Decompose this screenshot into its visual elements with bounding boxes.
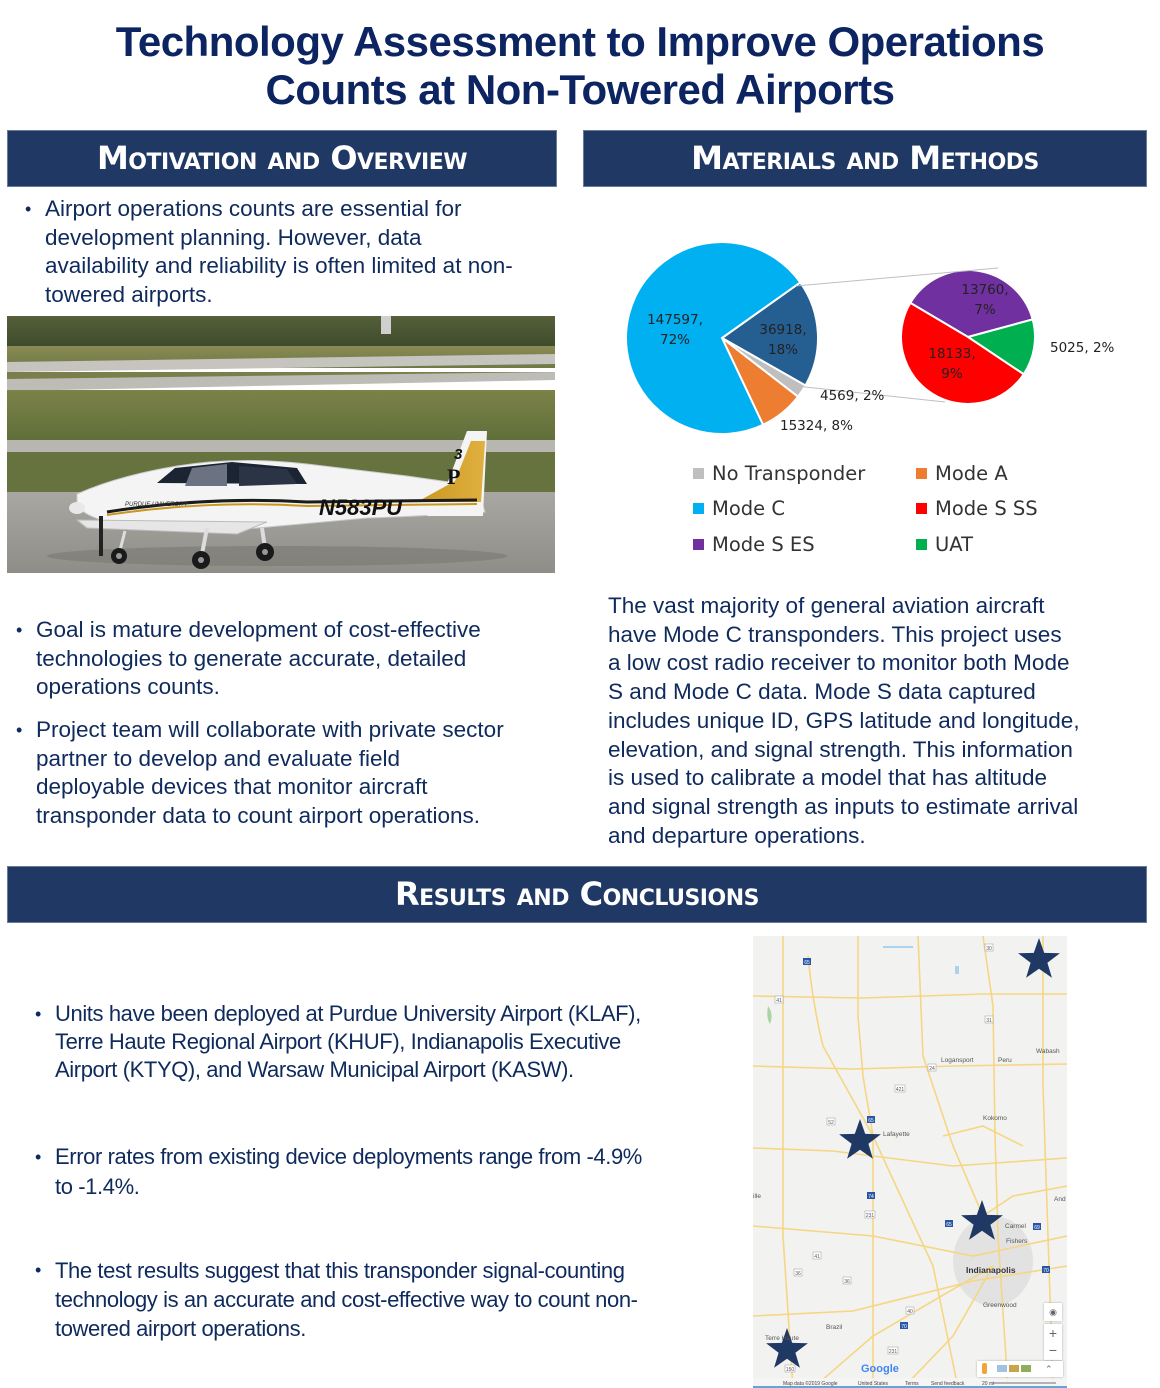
motivation-bullet-2 xyxy=(16,616,566,702)
map-type-thumb[interactable] xyxy=(997,1365,1007,1372)
label-uat: 5025, 2% xyxy=(1050,340,1115,356)
place-label: Fishers xyxy=(1006,1238,1028,1245)
svg-text:36: 36 xyxy=(795,1271,801,1277)
map-type-bar xyxy=(977,1361,1063,1377)
legend-label: Mode S ES xyxy=(712,533,815,556)
my-location-button[interactable]: ◉ xyxy=(1044,1303,1062,1321)
place-label: Terre Haute xyxy=(765,1335,799,1342)
label-mode-a: 15324, 8% xyxy=(780,418,853,434)
route-shield xyxy=(785,1365,795,1373)
text-line: Project team will collaborate with private sector xyxy=(36,717,504,742)
place-label: ille xyxy=(753,1193,761,1200)
text-line: The vast majority of general aviation aircraft xyxy=(608,593,1045,618)
tail-number: N583PU xyxy=(319,495,403,520)
text-line: S and Mode C data. Mode S data captured xyxy=(608,679,1036,705)
place-label: Greenwood xyxy=(983,1302,1017,1309)
text-line: Goal is mature development of cost-effective xyxy=(36,617,481,642)
legend-item-no-transponder xyxy=(693,462,865,485)
svg-text:70: 70 xyxy=(1043,1268,1049,1274)
place-label: And xyxy=(1054,1196,1066,1203)
legend-swatch xyxy=(916,468,927,479)
svg-text:65: 65 xyxy=(868,1118,874,1124)
street-view-pegman-icon[interactable] xyxy=(982,1363,987,1374)
svg-text:421: 421 xyxy=(895,1087,905,1093)
route-shield xyxy=(867,1116,875,1124)
bullet-icon: • xyxy=(35,1147,41,1167)
bullet-icon: • xyxy=(16,620,23,640)
text-line: The test results suggest that this transponder signal-counting xyxy=(55,1258,625,1283)
section-header-methods: Materials and Methods xyxy=(583,130,1147,187)
map-terms-link[interactable]: Terms xyxy=(905,1381,919,1387)
text-line: have Mode C transponders. This project uses xyxy=(608,621,1062,647)
text-line: transponder data to count airport operations. xyxy=(36,802,481,828)
place-label: Peru xyxy=(998,1057,1012,1064)
satellite-type-thumb[interactable] xyxy=(1021,1365,1031,1372)
svg-text:65: 65 xyxy=(946,1222,952,1228)
text-line: is used to calibrate a model that has altitude xyxy=(608,765,1048,791)
legend-label: Mode S SS xyxy=(935,497,1038,520)
route-shield xyxy=(985,1016,993,1024)
route-shield xyxy=(900,1322,908,1330)
legend-swatch xyxy=(916,503,927,514)
svg-text:40: 40 xyxy=(907,1309,913,1315)
text-line: partner to develop and evaluate field xyxy=(36,745,401,771)
terrain-type-thumb[interactable] xyxy=(1009,1365,1019,1372)
title-line-2: Counts at Non-Towered Airports xyxy=(265,66,895,113)
text-line: availability and reliability is often limited at non- xyxy=(45,253,513,278)
text-line: and signal strength as inputs to estimate arrival xyxy=(608,793,1079,819)
route-shield xyxy=(906,1307,914,1315)
place-label: Logansport xyxy=(941,1057,974,1064)
svg-text:65: 65 xyxy=(804,960,810,966)
legend-label: No Transponder xyxy=(712,462,866,485)
legend-label: Mode A xyxy=(935,462,1008,485)
place-label: Kokomo xyxy=(983,1115,1007,1122)
text-line: towered airport operations. xyxy=(55,1316,306,1341)
map-attribution: Map data ©2019 Google xyxy=(783,1381,838,1387)
section-header-results: Results and Conclusions xyxy=(7,866,1147,923)
text-line: towered airports. xyxy=(45,281,213,307)
legend-swatch xyxy=(693,503,704,514)
route-shield xyxy=(827,1118,835,1126)
text-line: to -1.4%. xyxy=(55,1174,140,1199)
zoom-out-button[interactable]: − xyxy=(1048,1342,1058,1358)
map-feedback-link[interactable]: Send feedback xyxy=(931,1381,965,1387)
route-shield xyxy=(895,1085,905,1093)
text-line: includes unique ID, GPS latitude and longitude, xyxy=(608,707,1080,733)
airport-map[interactable] xyxy=(753,936,1067,1388)
svg-text:70: 70 xyxy=(901,1324,907,1330)
legend-label: UAT xyxy=(935,533,974,556)
place-label: Indianapolis xyxy=(966,1265,1016,1275)
svg-text:52: 52 xyxy=(828,1120,834,1126)
svg-text:31: 31 xyxy=(986,1018,992,1024)
text-line: technology is an accurate and cost-effective way to count non- xyxy=(55,1287,638,1312)
svg-text:231: 231 xyxy=(865,1213,875,1219)
route-shield xyxy=(888,1347,898,1355)
bullet-icon: • xyxy=(16,720,23,740)
text-line: Error rates from existing device deployments range from -4.9% xyxy=(55,1144,642,1169)
purdue-p-logo: P xyxy=(447,464,461,489)
route-shield xyxy=(945,1220,953,1228)
zoom-controls xyxy=(1044,1324,1062,1360)
legend-swatch xyxy=(693,468,704,479)
route-shield xyxy=(1042,1266,1050,1274)
route-shield xyxy=(867,1192,875,1200)
svg-text:69: 69 xyxy=(1034,1225,1040,1231)
aircraft-photo xyxy=(7,316,555,573)
main-pie xyxy=(626,242,818,434)
text-line: Units have been deployed at Purdue University Airport (KLAF), xyxy=(55,1001,641,1026)
place-label: Wabash xyxy=(1036,1048,1060,1055)
text-line: technologies to generate accurate, detailed xyxy=(36,645,467,671)
text-line: Terre Haute Regional Airport (KHUF), Indianapolis Executive xyxy=(55,1029,621,1054)
legend-label: Mode C xyxy=(712,497,785,520)
route-shield xyxy=(794,1269,802,1277)
text-line: Airport operations counts are essential for xyxy=(45,196,462,221)
route-shield xyxy=(985,944,993,952)
label-no-transponder: 4569, 2% xyxy=(820,388,885,404)
legend-item-mode-s-ss xyxy=(916,497,1038,520)
legend-item-mode-c xyxy=(693,497,785,520)
label-mode-s-ss: 18133, 9% xyxy=(928,346,976,382)
results-bullet-3 xyxy=(35,1256,745,1343)
zoom-in-button[interactable]: + xyxy=(1048,1325,1058,1341)
route-shield xyxy=(865,1211,875,1219)
svg-text:231: 231 xyxy=(888,1349,898,1355)
tail-code: 3 xyxy=(454,446,463,463)
label-mode-s-es: 13760, 7% xyxy=(961,282,1009,318)
results-bullet-1 xyxy=(35,1000,745,1084)
fuselage-text: PURDUE UNIVERSITY xyxy=(125,502,189,508)
text-line: and departure operations. xyxy=(608,822,866,848)
text-line: elevation, and signal strength. This information xyxy=(608,736,1073,762)
title-line-1: Technology Assessment to Improve Operations xyxy=(115,18,1045,65)
route-shield xyxy=(803,958,811,966)
text-line: a low cost radio receiver to monitor both Mode xyxy=(608,650,1070,676)
place-label: Brazil xyxy=(826,1324,843,1331)
svg-text:74: 74 xyxy=(868,1194,874,1200)
svg-text:30: 30 xyxy=(986,946,992,952)
motivation-bullet-1 xyxy=(25,195,565,309)
motivation-bullet-3 xyxy=(16,716,566,830)
text-line: deployable devices that monitor aircraft xyxy=(36,774,428,799)
legend-swatch xyxy=(916,539,927,550)
text-line: development planning. However, data xyxy=(45,224,422,250)
bullet-icon: • xyxy=(35,1260,41,1280)
text-line: operations counts. xyxy=(36,674,220,699)
legend-item-mode-s-es xyxy=(693,533,815,556)
google-logo: Google xyxy=(861,1363,899,1375)
text-line: Airport (KTYQ), and Warsaw Municipal Airport (KASW). xyxy=(55,1057,574,1082)
legend-item-uat xyxy=(916,533,973,556)
bullet-icon: • xyxy=(25,199,32,219)
svg-text:41: 41 xyxy=(814,1254,820,1260)
legend-swatch xyxy=(693,539,704,550)
label-mode-s-combined: 36918, 18% xyxy=(759,322,807,358)
methods-paragraph xyxy=(608,592,1148,850)
svg-text:24: 24 xyxy=(929,1066,935,1072)
route-shield xyxy=(843,1277,851,1285)
results-bullet-2 xyxy=(35,1142,745,1202)
route-shield xyxy=(1033,1223,1041,1231)
svg-text:150: 150 xyxy=(785,1367,795,1373)
svg-text:41: 41 xyxy=(776,998,782,1004)
place-label: Carmel xyxy=(1005,1223,1026,1230)
svg-text:36: 36 xyxy=(844,1279,850,1285)
route-shield xyxy=(813,1252,821,1260)
map-scale-label: 20 mi xyxy=(982,1381,995,1387)
place-label: Lafayette xyxy=(883,1131,910,1138)
poster-title xyxy=(0,18,1160,114)
bullet-icon: • xyxy=(35,1004,41,1024)
label-mode-c: 147597, 72% xyxy=(647,312,703,348)
route-shield xyxy=(928,1064,936,1072)
legend-item-mode-a xyxy=(916,462,1008,485)
expand-chevron-icon[interactable]: ⌃ xyxy=(1045,1364,1053,1374)
route-shield xyxy=(775,996,783,1004)
section-header-motivation: Motivation and Overview xyxy=(7,130,557,187)
map-region-link[interactable]: United States xyxy=(858,1381,889,1387)
pie-of-pie-chart xyxy=(600,230,1140,450)
